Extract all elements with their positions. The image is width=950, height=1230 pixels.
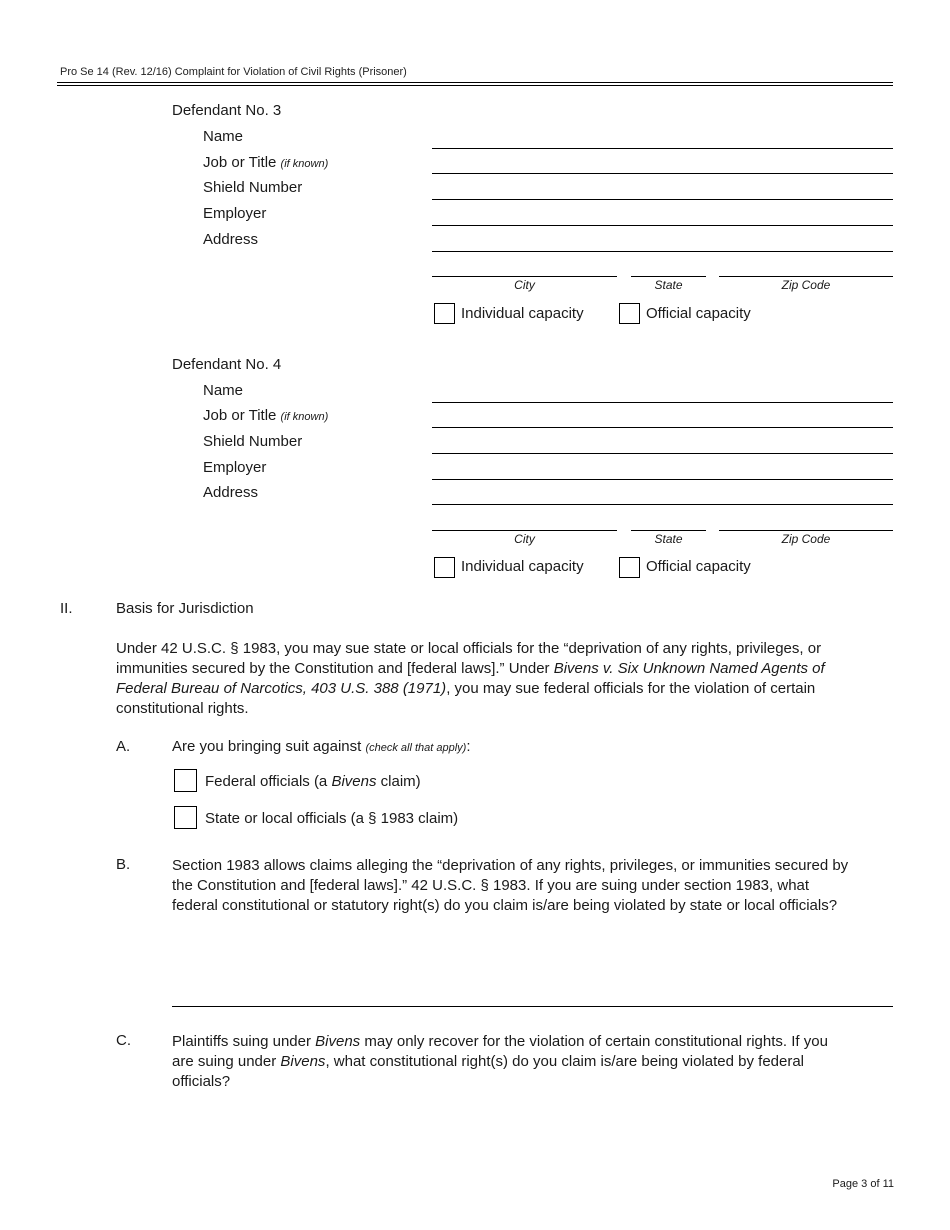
bivens-citation: Federal Bureau of Narcotics, 403 U.S. 388 (1971) [116, 680, 447, 697]
employer-field[interactable] [432, 225, 893, 226]
zip-code-label: Zip Code [781, 532, 831, 546]
if-known-hint: (if known) [280, 411, 329, 423]
address-label: Address [203, 484, 259, 501]
check-all-hint: (check all that apply) [365, 742, 467, 754]
bivens-question [172, 1032, 902, 1092]
address-label: Address [203, 231, 259, 248]
name-field[interactable] [432, 148, 893, 149]
zip-code-label: Zip Code [781, 278, 831, 292]
address-field[interactable] [432, 504, 893, 505]
shield-number-field[interactable] [432, 453, 893, 454]
intro-text: immunities secured by the Constitution and [federal laws].” Under [116, 660, 554, 677]
name-label: Name [203, 382, 244, 399]
address-field[interactable] [432, 251, 893, 252]
official-capacity-label: Official capacity [646, 305, 751, 322]
option-text: claim) [376, 773, 421, 790]
question-line: federal constitutional or statutory right(s) do you claim is/are being violated by state or local officials? [172, 897, 838, 914]
job-title-label [203, 407, 328, 424]
header-divider [57, 82, 893, 83]
city-label: City [514, 278, 535, 292]
state-field[interactable] [631, 276, 706, 277]
shield-number-label: Shield Number [203, 433, 303, 450]
bivens-text: Bivens [331, 773, 377, 790]
official-capacity-checkbox[interactable] [619, 303, 640, 324]
section-title: Basis for Jurisdiction [116, 600, 254, 617]
city-label: City [514, 532, 535, 546]
name-label: Name [203, 128, 244, 145]
federal-officials-checkbox[interactable] [174, 769, 197, 792]
page-number: Page 3 of 11 [832, 1178, 894, 1190]
individual-capacity-label: Individual capacity [461, 305, 584, 322]
section-number: II. [60, 600, 73, 617]
intro-line [116, 679, 896, 699]
question-text: Plaintiffs suing under [172, 1033, 316, 1050]
question-text: , what constitutional right(s) do you claim is/are being violated by federal [325, 1053, 805, 1070]
zip-code-field[interactable] [719, 276, 893, 277]
state-field[interactable] [631, 530, 706, 531]
question-line: officials? [172, 1073, 231, 1090]
shield-number-label: Shield Number [203, 179, 303, 196]
item-letter-c: C. [116, 1032, 131, 1049]
job-title-field[interactable] [432, 173, 893, 174]
employer-label: Employer [203, 205, 267, 222]
bivens-citation: Bivens v. Six Unknown Named Agents of [553, 660, 825, 677]
city-field[interactable] [432, 276, 617, 277]
individual-capacity-checkbox[interactable] [434, 303, 455, 324]
job-title-label [203, 154, 328, 171]
employer-field[interactable] [432, 479, 893, 480]
question-text: are suing under [172, 1053, 281, 1070]
question-line [172, 1052, 902, 1072]
suit-against-question [172, 738, 471, 755]
federal-officials-label [205, 773, 421, 790]
section-1983-question [172, 856, 902, 916]
defendant-heading: Defendant No. 3 [172, 102, 282, 119]
bivens-text: Bivens [315, 1033, 361, 1050]
header-divider [57, 85, 893, 86]
jurisdiction-intro [116, 639, 896, 719]
state-local-officials-label: State or local officials (a § 1983 claim) [205, 810, 459, 827]
state-label: State [654, 532, 683, 546]
intro-line: constitutional rights. [116, 700, 249, 717]
official-capacity-label: Official capacity [646, 558, 751, 575]
shield-number-field[interactable] [432, 199, 893, 200]
section-1983-answer-field[interactable] [172, 1006, 893, 1007]
bivens-text: Bivens [280, 1053, 326, 1070]
option-text: Federal officials (a [205, 773, 332, 790]
intro-text: , you may sue federal officials for the violation of certain [446, 680, 816, 697]
state-label: State [654, 278, 683, 292]
job-title-field[interactable] [432, 427, 893, 428]
form-header-title: Pro Se 14 (Rev. 12/16) Complaint for Violation of Civil Rights (Prisoner) [60, 66, 407, 78]
item-letter-b: B. [116, 856, 131, 873]
question-colon: : [466, 738, 471, 755]
employer-label: Employer [203, 459, 267, 476]
question-line: Section 1983 allows claims alleging the “deprivation of any rights, privileges, or immunities secured by [172, 857, 849, 874]
individual-capacity-checkbox[interactable] [434, 557, 455, 578]
intro-line [116, 659, 896, 679]
if-known-hint: (if known) [280, 158, 329, 170]
question-text: may only recover for the violation of certain constitutional rights. If you [360, 1033, 828, 1050]
item-letter-a: A. [116, 738, 131, 755]
question-text: Are you bringing suit against [172, 738, 366, 755]
defendant-heading: Defendant No. 4 [172, 356, 282, 373]
individual-capacity-label: Individual capacity [461, 558, 584, 575]
intro-line: Under 42 U.S.C. § 1983, you may sue state or local officials for the “deprivation of any rights, privileges, or [116, 640, 822, 657]
official-capacity-checkbox[interactable] [619, 557, 640, 578]
job-title-text: Job or Title [203, 407, 277, 424]
state-local-officials-checkbox[interactable] [174, 806, 197, 829]
job-title-text: Job or Title [203, 154, 277, 171]
name-field[interactable] [432, 402, 893, 403]
question-line: the Constitution and [federal laws].” 42 U.S.C. § 1983. If you are suing under section 1983, what [172, 877, 810, 894]
city-field[interactable] [432, 530, 617, 531]
zip-code-field[interactable] [719, 530, 893, 531]
question-line [172, 1032, 902, 1052]
